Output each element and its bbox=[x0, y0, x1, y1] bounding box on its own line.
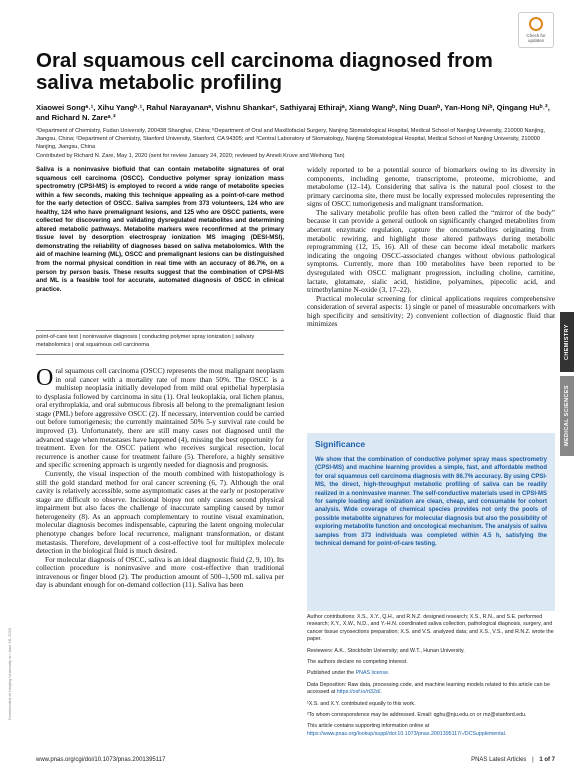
badge-line1: Check for bbox=[526, 33, 546, 38]
license-note: Published under the PNAS license. bbox=[307, 670, 390, 677]
section-tab-medical-sciences: MEDICAL SCIENCES bbox=[560, 376, 574, 456]
author-contributions: Author contributions: X.S., X.Y., Q.H., and R.N.Z. designed research; X.S., R.N., and S.E. performed research; X.Y., X.W., N.D., and Y.-H.N. coordinated saliva collection, pathological diagnosis, surgery, and cancer tissue cryosections preparation; X.S. and V.S. analyzed data; and X.S., V.S., and R.N.Z. wrote the paper. bbox=[307, 614, 554, 643]
body-paragraph: For molecular diagnosis of OSCC, saliva is an ideal diagnostic fluid (2, 9, 10). Its collection procedure is noninvasive and more cost-effective than traditional intravenous or finger blood (2). The production amount of 500–1,500 mL saliva per day is abundant enough for on-demand collection (11). Saliva has been bbox=[36, 554, 284, 590]
body-column-right bbox=[307, 166, 555, 329]
article-notes bbox=[307, 614, 555, 742]
supplementary-note: This article contains supporting information online at https://www.pnas.org/lookup/suppl/doi:10.1073/pnas.2001395117/-/DCSupplemental. bbox=[307, 723, 507, 737]
article-title: Oral squamous cell carcinoma diagnosed from saliva metabolic profiling bbox=[36, 49, 493, 94]
drop-cap: O bbox=[36, 365, 54, 391]
badge-line2: updates bbox=[527, 38, 544, 43]
data-link[interactable]: https://osf.io/rt32d/ bbox=[336, 689, 381, 696]
keywords: point-of-care test | noninvasive diagnosis | conducting polymer spray ionization | salivary metabolomics | oral squamous cell carcinoma bbox=[36, 334, 255, 348]
author-list: Xiaowei Songᵃ˒¹, Xihu Yangᵇ˒¹, Rahul Narayananᵃ, Vishnu Shankarᶜ, Sathiyaraj Ethirajᵃ, Xiang Wangᵇ, Ning Duanᵇ, Yan-Hong Niᵇ, Qingang Huᵇ˒², and Richard N. Zareᵃ˒² bbox=[36, 103, 550, 122]
body-column-left bbox=[36, 367, 284, 590]
footer-page: PNAS Latest Articles | 1 of 7 bbox=[471, 757, 555, 763]
significance-text: We show that the combination of conductive polymer spray mass spectrometry (CPSI-MS) and machine learning provides a simple, fast, and affordable method for oral squamous cell carcinoma diagnosis with 86.7% accuracy. By using CPSI-MS, the direct, high-throughput metabolic profiling of saliva can be readily realized in a noninvasive manner. The self-conductive materials used in CPSI-MS for sample loading and ionization are clean, cheap, and consumable for cohort analysis. Wide coverage of chemical species provides not only the pools of possible metabolite signatures for molecular diagnosis but also the possibility of exploring metabolite function and oncological mechanism. The analysis of saliva samples from 373 individuals was completed within 4.5 h, satisfying the technical demand for point-of-care testing. bbox=[315, 457, 547, 548]
data-deposition: Data Deposition: Raw data, processing code, and machine learning models related to this article can be accessed at https://osf.io/rt32d/. bbox=[307, 681, 550, 696]
license-link[interactable]: PNAS license bbox=[355, 670, 388, 677]
body-paragraph: ral squamous cell carcinoma (OSCC) represents the most malignant neoplasm in oral cancer with a mortality rate of more than 50%. The OSCC is a multistep neoplasia initially developed from mild oral epithelial hyperplasia to dysplasia followed by carcinoma in situ (1). Oral leukoplakia, oral lichen planus, oral erythroplakia, and oral submucous fibrosis all belong to the premalignant lesion stage (PML) before aggressive OSCC (2). If necessary, intervention could be carried out before tumorigenesis; the currently maintained 50% 5-y survival rate could be improved (3). Unfortunately, there are still many cases not diagnosed until the advanced stage when metastases have happened (4), missing the best opportunity for treatment. Even for the OSCC patient who receives surgical resection, local recurrence is another cause for treatment failure (5). Therefore, a highly sensitive and specific screening approach is urgently needed for diagnosis and prognosis. bbox=[36, 366, 284, 470]
footer-doi[interactable]: www.pnas.org/cgi/doi/10.1073/pnas.2001395117 bbox=[36, 757, 166, 763]
competing-interest: The authors declare no competing interest. bbox=[307, 659, 408, 666]
affiliations: ᵃDepartment of Chemistry, Fudan University, 200438 Shanghai, China; ᵇDepartment of Oral and Maxillofacial Surgery, Nanjing Stomatological Hospital, Medical School of Nanjing University, 210000 Nanjing, Jiangsu, China; ᶜDepartment of Chemistry, Stanford University, Stanford, CA 94305; and ᵈCentral Laboratory of Stomatology, Nanjing Stomatological Hospital, Medical School of Nanjing University, 210000 Nanjing, Jiangsu, China bbox=[36, 128, 546, 150]
body-paragraph: widely reported to be a potential source of biomarkers owing to its diversity in components, including genome, transcriptome, proteome, microbiome, and metabolome (12–14). Considering that saliva is the natural pool closest to the primary carcinoma site, there must be locally expressed molecules representing the signs of OSCC tumorigenesis and malignant transformation. bbox=[307, 165, 555, 209]
supplementary-link[interactable]: https://www.pnas.org/lookup/suppl/doi:10.1073/pnas.2001395117/-/DCSupplemental bbox=[307, 730, 505, 737]
update-icon bbox=[529, 17, 543, 31]
check-for-updates-badge[interactable] bbox=[518, 12, 554, 48]
keywords-divider-bottom bbox=[36, 354, 284, 355]
contributed-line: Contributed by Richard N. Zare, May 1, 2020 (sent for review January 24, 2020; reviewed by Anneli Kruve and Weihong Tan) bbox=[36, 153, 345, 159]
correspondence: ²To whom correspondence may be addressed. Email: qghu@nju.edu.cn or rnz@stanford.edu. bbox=[307, 712, 527, 719]
significance-heading: Significance bbox=[315, 439, 366, 449]
body-paragraph: Practical molecular screening for clinical applications requires comprehensive consideration of several aspects: 1) single or panel of measurable oncomarkers with high specificity and sensitivity; 2) convenient collection of diagnostic fluid that minimizes bbox=[307, 293, 555, 329]
keywords-divider-top bbox=[36, 330, 284, 331]
significance-box bbox=[307, 433, 555, 611]
section-tab-chemistry: CHEMISTRY bbox=[560, 312, 574, 372]
page-number: 1 of 7 bbox=[539, 757, 555, 763]
body-paragraph: Currently, the visual inspection of the mouth combined with histopathology is still the gold standard method for oral cancer screening (6, 7). Although the oral cavity is relatively accessible, some asymptomatic cases at the early or postoperative stage are difficult to observe. Incisional biopsy not only causes second physical impairment but also faces the challenge of inaccurate sampling caused by tumor heterogeneity (8). As an approach complementary to routine visual examination, molecular diagnosis becomes indispensable, capturing the latent ongoing molecular phenotype changes before local recurrence, malignant transformation, or distant metastasis. Therefore, development of a cost-effective tool for multiplex molecule detection in the biological fluid is much desired. bbox=[36, 468, 284, 556]
body-paragraph: The salivary metabolic profile has often been called the “mirror of the body” because it can provide a general outlook on significantly changed metabolites from aberrant enzymatic regulation, capture the oncometabolites originating from metabolic rewiring, and highlight those altered pathways during metabolic reprogramming (12, 15, 16). All of these can become ideal metabolic markers indicating the ongoing OSCC-associated changes without obvious pathological symptoms. Currently, more than 100 metabolites have been reported to be dysregulated with OSCC malignant progression, including choline, carnitine, lactate, glutamate, sialic acid, histidine, polyamines, pipecolic acid, and trimethylamine N-oxide (3, 17–22). bbox=[307, 207, 555, 295]
equal-contribution: ¹X.S. and X.Y. contributed equally to this work. bbox=[307, 700, 416, 707]
reviewers: Reviewers: A.K., Stockholm University; and W.T., Hunan University. bbox=[307, 647, 465, 654]
abstract: Saliva is a noninvasive biofluid that can contain metabolite signatures of oral squamous cell carcinoma (OSCC). Conductive polymer spray ionization mass spectrometry (CPSI-MS) is employed to record a wide range of metabolite species within a few seconds, making this technique appealing as a point-of-care method for the early detection of OSCC. Saliva samples from 373 volunteers, 124 who are healthy, 124 who have premalignant lesions, and 125 who are OSCC patients, were collected for discovering and validating dysregulated metabolites and determining altered metabolic pathways. Metabolite markers were reconfirmed at the primary tissue level by desorption electrospray ionization MS imaging (DESI-MSI), demonstrating the reliability of diagnoses based on saliva metabolomics. With the aid of machine learning (ML), OSCC and premalignant lesions can be distinguished from the normal physical condition in real time with an accuracy of 86.7%, on a person by person basis. These results suggest that the combination of CPSI-MS and ML is a feasible tool for accurate, automated diagnosis of OSCC in clinical practice. bbox=[36, 166, 284, 293]
download-watermark: Downloaded at Nanjing University on June 28, 2020 bbox=[7, 627, 12, 720]
